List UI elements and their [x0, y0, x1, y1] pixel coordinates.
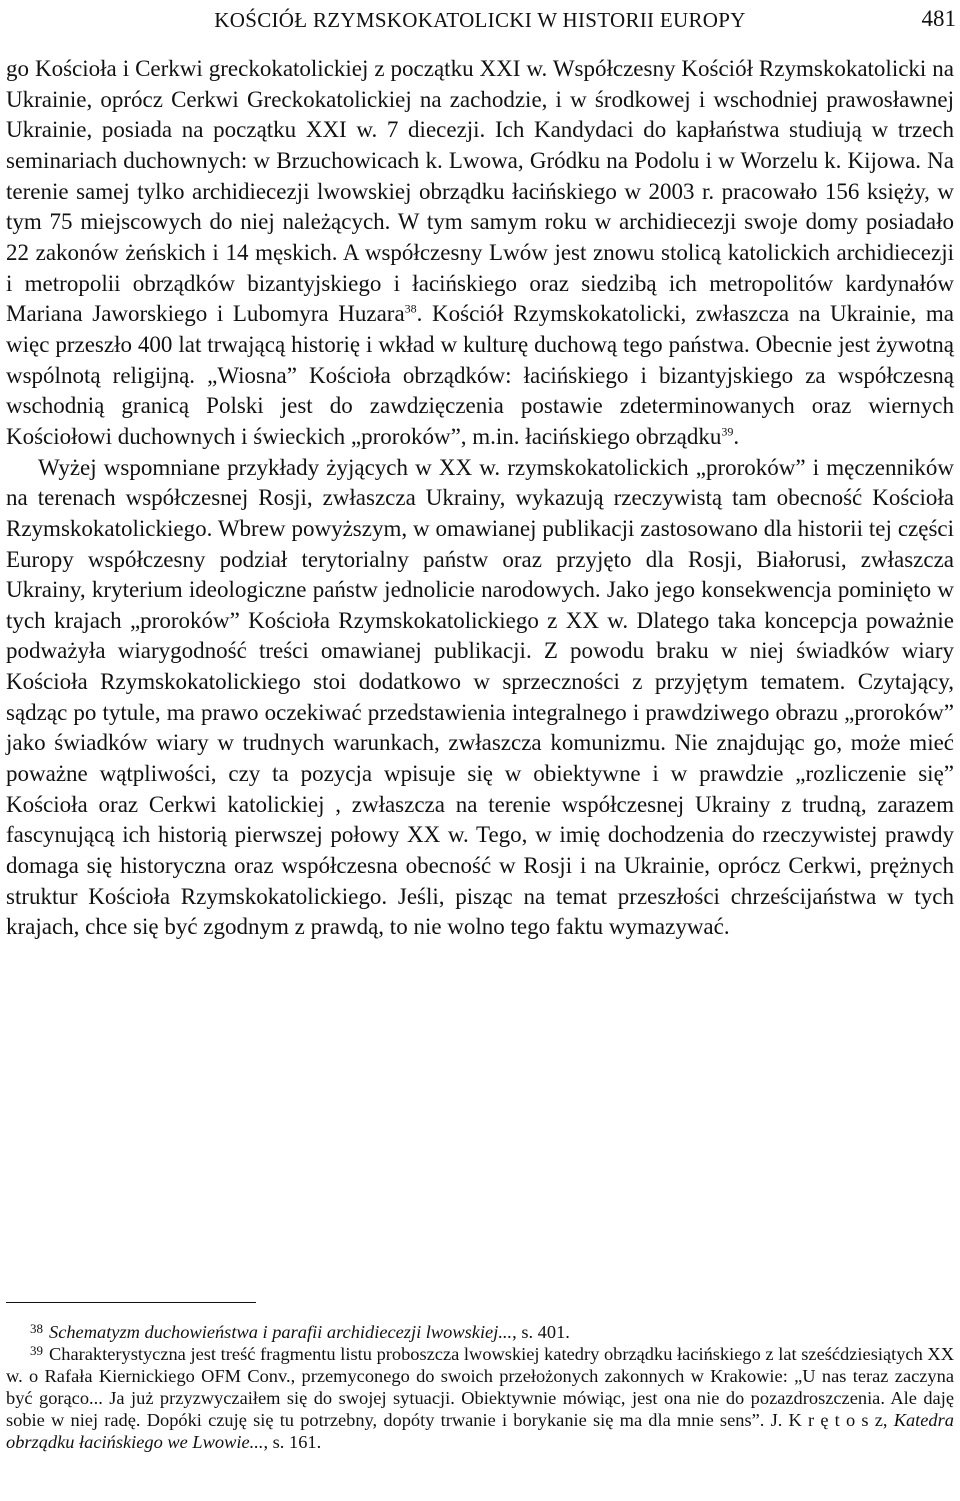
footnotes [6, 1321, 954, 1453]
paragraph-1-text-c: . [733, 423, 740, 449]
paragraph-1-text-a: go Kościoła i Cerkwi greckokatolickiej z początku XXI w. Współczesny Kościół Rzymskokatolicki na Ukrainie, oprócz Cerkwi Greckokatolickiej na zachodzie, i w środkowej i wschodniej prawosławnej Ukrainie, posiada na początku XXI w. 7 diecezji. Ich Kandydaci do kapłaństwa studiują w trzech seminariach duchownych: w Brzuchowicach k. Lwowa, Gródku na Podolu i w Worzelu k. Kijowa. Na terenie samej tylko archidiecezji lwowskiej obrządku łacińskiego w 2003 r. pracowało 156 księży, w tym 75 miejscowych do niej należących. W tym samym roku w archidiecezji swoje domy posiadało 22 zakonów żeńskich i 14 męskich. A współczesny Lwów jest znowu stolicą katolickich archidiecezji i metropolii obrządków bizantyjskiego i łacińskiego oraz siedzibą ich metropolitów kardynałów Mariana Jaworskiego i Lubomyra Huzara [6, 56, 954, 327]
footnote-39-end: , s. 161. [263, 1432, 322, 1452]
footnote-38-mark: 38 [30, 1321, 43, 1336]
footnote-divider [6, 1302, 256, 1303]
paragraph-2: Wyżej wspomniane przykłady żyjących w XX w. rzymskokatolickich „proroków” i męczenników na terenach współczesnej Rosji, zwłaszcza Ukrainy, wykazują rzeczywistą tam obecność Kościoła Rzymskokatolickiego. Wbrew powyższym, w omawianej publikacji zastosowano dla historii tej części Europy współczesny podział terytorialny państw oraz przyjęto dla Rosji, Białorusi, zwłaszcza Ukrainy, kryterium ideologiczne państw jednolicie narodowych. Jako jego konsekwencja pominięto w tych krajach „proroków” Kościoła Rzymskokatolickiego z XX w. Dlatego taka koncepcja poważnie podważyła wiarygodność treści omawianej publikacji. Z powodu braku w niej świadków wiary Kościoła Rzymskokatolickiego stoi dodatkowo w sprzeczności z przyjętym tematem. Czytający, sądząc po tytule, ma prawo oczekiwać przedstawienia integralnego i prawdziwego obrazu „proroków” jako świadków wiary w trudnych warunkach, zwłaszcza komunizmu. Nie znajdując go, może mieć poważne wątpliwości, czy ta pozycja wpisuje się w obiektywne i w prawdzie „rozliczenie się” Kościoła oraz Cerkwi katolickiej , zwłaszcza na terenie współczesnej Ukrainy z trudną, zarazem fascynującą ich historią pierwszej połowy XX w. Tego, w imię dochodzenia do rzeczywistej prawdy domaga się historyczna oraz współczesna obecność w Rosji i na Ukrainie, oprócz Cerkwi, prężnych struktur Kościoła Rzymskokatolickiego. Jeśli, pisząc na temat przeszłości chrześcijaństwa w tych krajach, chce się być zgodnym z prawdą, to nie wolno tego faktu wymazywać. [6, 454, 954, 940]
paragraph-1-text-b: . Kościół Rzymskokatolicki, zwłaszcza na Ukrainie, ma więc przeszło 400 lat trwającą historię i wkład w kulturę duchową tego państwa. Obecnie jest żywotną wspólnotą religijną. „Wiosna” Kościoła obrządków: łacińskiego i bizantyjskiego za współczesną wschodnią granicą Polski jest do zawdzięczenia postawie zdeterminowanych oraz wiernych Kościołowi duchownych i świeckich „proroków”, m.in. łacińskiego obrządku [6, 301, 954, 449]
paragraph-1 [6, 54, 954, 453]
footnote-39-text: Charakterystyczna jest treść fragmentu listu proboszcza lwowskiej katedry obrządku łacińskiego z lat sześćdziesiątych XX w. o Rafała Kiernickiego OFM Conv., przemyconego do swoich przełożonych zakonnych w Krakowie: „U nas teraz zaczyna być gorąco... Ja już przyzwyczaiłem się do swojej sytuacji. Obiektywnie mówiąc, jest ona nie do pozazdroszczenia. Ale daję sobie w niej radę. Dopóki czuję się tu potrzebny, dopóty trwanie i borykanie się ma dla mnie sens”. J. K r ę t o s z, [6, 1344, 954, 1430]
footnote-39 [6, 1343, 954, 1453]
footnote-38-rest: , s. 401. [512, 1322, 570, 1342]
footnote-38-title: Schematyzm duchowieństwa i parafii archidiecezji lwowskiej... [49, 1322, 513, 1342]
footnote-ref-38[interactable]: 38 [404, 301, 417, 316]
running-head [0, 4, 960, 34]
page-number: 481 [921, 6, 956, 31]
footnote-ref-39[interactable]: 39 [721, 424, 734, 439]
footnote-38 [6, 1321, 954, 1343]
footnote-39-mark: 39 [30, 1343, 43, 1358]
body-text [6, 54, 954, 943]
running-title: KOŚCIÓŁ RZYMSKOKATOLICKI W HISTORII EUROPY [214, 8, 746, 32]
footnote-39-title: Katedra obrządku łacińskiego we Lwowie... [6, 1410, 954, 1452]
